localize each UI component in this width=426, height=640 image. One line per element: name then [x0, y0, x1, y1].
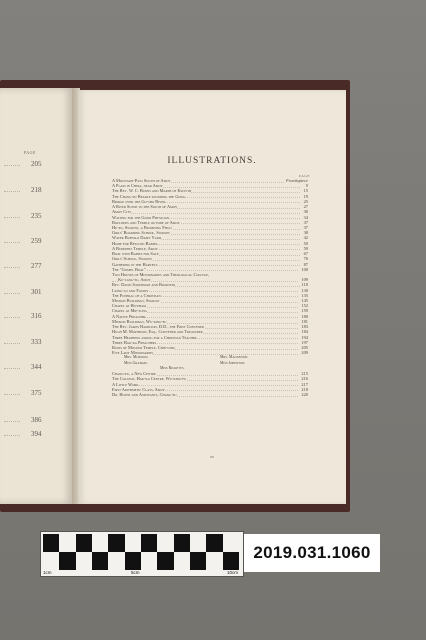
illustration-title: Waiting for the Good Physician: [112, 214, 169, 220]
illustration-page-number: 27: [303, 204, 308, 210]
illustration-title: Boulders and Temple outside of Amoy: [112, 219, 180, 225]
page-title: ILLUSTRATIONS.: [167, 156, 257, 166]
illustration-page-number: 180: [301, 313, 308, 319]
illustration-page-number: 184: [301, 329, 308, 335]
checker-cell: [108, 552, 124, 570]
left-page-number: 344: [31, 363, 42, 371]
illustration-page-number: 9: [305, 183, 308, 189]
illustration-page-number: 37: [303, 224, 308, 230]
illustration-title: A Mountain-Pass South of Amoy: [112, 178, 171, 183]
illustration-page-number: 50: [303, 240, 308, 246]
illustration-page-number: 76: [303, 256, 308, 262]
page-column-label: PAGE: [299, 174, 310, 178]
scale-label-1cm: 1cm: [43, 570, 52, 575]
illustrations-list: [112, 178, 308, 397]
illustration-page-number: 100: [301, 266, 308, 272]
checker-cell: [108, 534, 124, 552]
illustration-entry: [112, 392, 308, 397]
illustration-title: Ku-lang-su, Amoy: [118, 277, 151, 283]
left-page-number: 333: [31, 338, 42, 346]
right-page: [78, 90, 346, 504]
illustration-title: Chapel at Mie-sung: [112, 308, 147, 314]
illustration-page-number: 42: [303, 235, 308, 241]
illustration-title: Boat with Babies for Sale: [112, 251, 159, 257]
illustration-title: Girls' Boarding School, Swatow: [112, 230, 170, 236]
illustration-title: Mission Buildings, Wu-king-fu: [112, 318, 167, 324]
illustration-page-number: 220: [301, 391, 308, 397]
left-page-leader: [4, 343, 20, 345]
left-page-leader: [4, 242, 20, 244]
illustration-page-number: 59: [303, 245, 308, 251]
color-scale-bar: [40, 531, 244, 577]
checker-cell: [43, 534, 59, 552]
illustration-title: Girls' School, Swatow: [112, 256, 153, 262]
scale-label-5cm: 5cm: [131, 570, 140, 575]
checker-cell: [190, 534, 206, 552]
illustration-page-number: 19: [303, 193, 308, 199]
checker-cell: [190, 552, 206, 570]
illustration-page-number: 25: [303, 198, 308, 204]
illustration-title: The Rev. W. C. Burns and Marsh of Kilsyth: [112, 188, 192, 194]
illustration-title: The Chang-pu Beadle sounding the Gong: [112, 193, 185, 199]
illustration-page-number: 34: [303, 214, 308, 220]
illustration-page-number: 30: [303, 209, 308, 215]
illustration-title: Miss Graham.: [124, 360, 148, 365]
left-page-leader: [4, 165, 20, 167]
illustration-title: Three Hak-ka Preachers: [112, 339, 157, 345]
illustration-title: The "Gospel Boat": [112, 266, 146, 272]
left-page-leader: [4, 267, 20, 269]
scale-label-10cm: 10cm: [227, 570, 239, 575]
illustration-page-number: 205: [301, 345, 308, 350]
left-page: [0, 88, 74, 504]
left-page-number: 235: [31, 212, 42, 220]
illustration-title: Hugh M. Matheson, Esq., Convener and Treasurer: [112, 329, 203, 335]
illustration-title: A Plain in China, near Amoy: [112, 183, 163, 189]
illustration-title: Home for Rescued Babies: [112, 240, 158, 246]
checker-cell: [223, 534, 239, 552]
checker-cell: [206, 552, 222, 570]
left-page-leader: [4, 368, 20, 370]
illustration-page-number: 118: [301, 282, 308, 288]
illustration-page-number: 194: [301, 334, 308, 340]
illustration-title: Liong-lo and Family: [112, 287, 149, 293]
illustration-title: First Arithmetic Class, Amoy: [112, 386, 165, 392]
illustration-title: A Little Work: [112, 381, 139, 387]
illustration-page-number: 215: [301, 371, 308, 377]
illustration-title: Dr. Howie and Assistants, Chang-pu: [112, 391, 177, 397]
illustration-page-number: 15: [303, 188, 308, 194]
illustration-title: Chang-pu, a New Centre: [112, 371, 156, 377]
left-page-leader: [4, 394, 20, 396]
illustration-page-number: 152: [301, 303, 308, 309]
checker-cell: [125, 534, 141, 552]
checker-cell: [92, 534, 108, 552]
illustration-title: Gathering in the Harvest: [112, 261, 158, 267]
illustration-title: The Funeral of a Christian: [112, 292, 161, 298]
left-page-number: 394: [31, 430, 42, 438]
illustration-page-number: 37: [303, 219, 308, 225]
illustration-title: A Native Preacher: [112, 313, 146, 319]
illustration-title: Water Buffalo Dairy Yard: [112, 235, 161, 241]
illustration-title: Chapel at Ho-pham: [112, 303, 146, 309]
illustration-page-number: 135: [301, 292, 308, 298]
illustration-page-number: 183: [301, 324, 308, 330]
checker-cell: [141, 552, 157, 570]
left-page-number: 375: [31, 389, 42, 397]
checker-cell: [59, 552, 75, 570]
left-page-label: PAGE: [23, 150, 36, 155]
illustration-page-number: 159: [301, 308, 308, 314]
illustration-page-number: 197: [301, 339, 308, 345]
checker-cell: [174, 534, 190, 552]
left-page-number: 316: [31, 312, 42, 320]
checker-cell: [76, 552, 92, 570]
illustration-title: Mission Buildings, Swatow: [112, 298, 160, 304]
left-page-number: 205: [31, 160, 42, 168]
checker-cell: [223, 552, 239, 570]
left-page-number: 218: [31, 186, 42, 194]
checker-cell: [76, 534, 92, 552]
illustration-page-number: Frontispiece: [285, 178, 308, 183]
illustration-page-number: 87: [303, 261, 308, 267]
illustration-title: Five Lady Missionaries: [112, 350, 154, 356]
illustration-page-number: 109: [301, 277, 308, 283]
left-page-leader: [4, 217, 20, 219]
left-page-leader: [4, 435, 20, 437]
illustration-page-number: 216: [301, 376, 308, 382]
illustration-title: Two Houses of Missionaries and Theological College,: [112, 271, 210, 277]
left-page-number: 301: [31, 288, 42, 296]
illustration-page-number: 130: [301, 287, 308, 293]
illustration-title: Rev. David Sandeman and Bookseid: [112, 282, 176, 288]
illustration-title: Hu-pu, Swatow, a Promising Field: [112, 224, 172, 230]
accession-number-label: 2019.031.1060: [244, 534, 380, 572]
checker-cell: [174, 552, 190, 570]
checker-cell: [43, 552, 59, 570]
illustration-title: Mrs. Murison.: [124, 355, 149, 360]
illustration-title: Ruins of Moslem Temple, Chin-chiu: [112, 345, 175, 350]
left-page-number: 277: [31, 262, 42, 270]
left-page-leader: [4, 317, 20, 319]
illustration-title: The Rev. James Hamilton, D.D., the First Convener: [112, 324, 204, 330]
checker-cell: [206, 534, 222, 552]
illustration-title: The College, Hak-ka Centre, Wu-king-fu: [112, 376, 187, 382]
checker-cell: [157, 552, 173, 570]
illustration-page-number: 218: [301, 386, 308, 392]
left-page-number: 386: [31, 416, 42, 424]
left-page-leader: [4, 293, 20, 295]
illustration-page-number: 67: [303, 251, 308, 257]
illustration-title: A River Scene to the South of Amoy: [112, 204, 178, 210]
checker-cell: [59, 534, 75, 552]
illustration-page-number: 181: [301, 318, 308, 324]
illustration-page-number: 145: [301, 298, 308, 304]
illustration-title: Bridge over the Go-sho River: [112, 198, 166, 204]
checker-cell: [125, 552, 141, 570]
checker-cell: [92, 552, 108, 570]
left-page-number: 259: [31, 237, 42, 245]
illustration-page-number: 217: [301, 381, 308, 387]
left-page-leader: [4, 421, 20, 423]
left-page-leader: [4, 191, 20, 193]
illustration-title: Three Heathens asking for a Christian Teacher: [112, 334, 197, 340]
page-folio: xv: [210, 454, 214, 459]
illustration-title: A Buddhist Temple, Amoy: [112, 245, 158, 251]
checker-pattern: [43, 534, 239, 570]
illustration-page-number: 38: [303, 230, 308, 236]
illustration-subentry-right: Mrs. Mackenzie.: [220, 355, 249, 360]
checker-cell: [157, 534, 173, 552]
illustration-subentry-right: Miss Johnston.: [220, 360, 246, 365]
illustration-title: Amoy City: [112, 209, 132, 215]
checker-cell: [141, 534, 157, 552]
illustration-page-number: 209: [301, 350, 308, 356]
illustration-title: Miss Ricketts.: [160, 365, 185, 370]
